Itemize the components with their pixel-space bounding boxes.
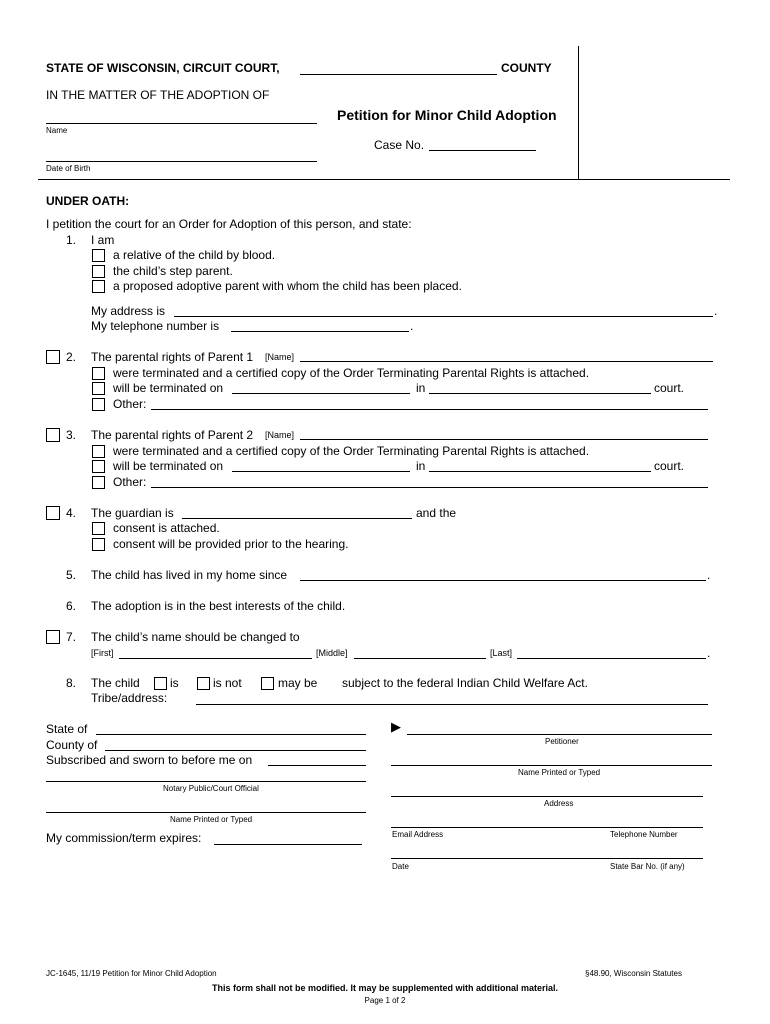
- item3-lead: The parental rights of Parent 2: [91, 428, 254, 442]
- item2-checkbox[interactable]: [46, 350, 60, 364]
- item2-lead: The parental rights of Parent 1: [91, 350, 254, 364]
- petitioner-name-line[interactable]: [391, 765, 712, 766]
- item3-checkbox[interactable]: [46, 428, 60, 442]
- county-name-field[interactable]: [300, 74, 497, 75]
- item2-other-field[interactable]: [151, 409, 708, 410]
- last-name-tag: [Last]: [490, 648, 513, 658]
- item3-will-checkbox[interactable]: [92, 460, 105, 473]
- item2-date-field[interactable]: [232, 393, 410, 394]
- address-field[interactable]: [174, 316, 713, 317]
- county-of-label: County of: [46, 738, 98, 752]
- item1-relative-checkbox[interactable]: [92, 249, 105, 262]
- header-bottom-rule: [38, 179, 730, 180]
- address-label: My address is: [91, 304, 166, 318]
- item3-other-field[interactable]: [151, 487, 708, 488]
- item7-period: .: [707, 646, 711, 660]
- form-title: Petition for Minor Child Adoption: [337, 107, 557, 123]
- phone-period: .: [410, 319, 414, 333]
- notary-signature-line[interactable]: [46, 781, 366, 782]
- commission-label: My commission/term expires:: [46, 831, 202, 845]
- parent1-name-field[interactable]: [300, 361, 713, 362]
- item8-number: 8.: [66, 676, 77, 690]
- petitioner-caption: Petitioner: [545, 737, 579, 746]
- item3-court-field[interactable]: [429, 471, 651, 472]
- petitioner-email-phone-line[interactable]: [391, 827, 703, 828]
- form-id: JC-1645, 11/19 Petition for Minor Child Adoption: [46, 969, 217, 978]
- case-no-label: Case No.: [374, 138, 425, 152]
- tribe-field[interactable]: [196, 704, 708, 705]
- item5-text: The child has lived in my home since: [91, 568, 288, 582]
- county-label: COUNTY: [501, 61, 552, 75]
- item2-court-field[interactable]: [429, 393, 651, 394]
- item7-number: 7.: [66, 630, 77, 644]
- modification-notice: This form shall not be modified. It may be supplemented with additional material.: [211, 983, 559, 993]
- commission-field[interactable]: [214, 844, 362, 845]
- state-of-label: State of: [46, 722, 88, 736]
- item2-other-checkbox[interactable]: [92, 398, 105, 411]
- item3-will-label: will be terminated on: [113, 459, 224, 473]
- item4-provided-label: consent will be provided prior to the hearing.: [113, 537, 349, 551]
- header-divider: [578, 46, 579, 180]
- notary-state-field[interactable]: [96, 734, 366, 735]
- sworn-date-field[interactable]: [268, 765, 366, 766]
- item3-other-checkbox[interactable]: [92, 476, 105, 489]
- intro-text: I petition the court for an Order for Adoption of this person, and state:: [46, 217, 412, 231]
- petitioner-signature-line[interactable]: [407, 734, 712, 735]
- item1-adoptive-checkbox[interactable]: [92, 280, 105, 293]
- name-caption: Name: [46, 126, 68, 135]
- item1-lead: I am: [91, 233, 115, 247]
- notary-name-line[interactable]: [46, 812, 366, 813]
- dob-field[interactable]: [46, 161, 317, 162]
- item5-number: 5.: [66, 568, 77, 582]
- item4-lead: The guardian is: [91, 506, 174, 520]
- under-oath-heading: UNDER OATH:: [46, 194, 130, 208]
- petitioner-address-caption: Address: [544, 799, 574, 808]
- item8-may-be-label: may be: [278, 676, 318, 690]
- item4-checkbox[interactable]: [46, 506, 60, 520]
- item1-relative-label: a relative of the child by blood.: [113, 248, 276, 262]
- petitioner-address-line[interactable]: [391, 796, 703, 797]
- item1-number: 1.: [66, 233, 77, 247]
- item8-is-checkbox[interactable]: [154, 677, 167, 690]
- middle-name-field[interactable]: [354, 658, 486, 659]
- email-caption: Email Address: [392, 830, 444, 839]
- item1-adoptive-label: a proposed adoptive parent with whom the child has been placed.: [113, 279, 462, 293]
- notary-official-caption: Notary Public/Court Official: [163, 784, 259, 793]
- item7-checkbox[interactable]: [46, 630, 60, 644]
- phone-label: My telephone number is: [91, 319, 220, 333]
- item4-attached-checkbox[interactable]: [92, 522, 105, 535]
- notary-name-caption: Name Printed or Typed: [170, 815, 253, 824]
- item6-text: The adoption is in the best interests of the child.: [91, 599, 346, 613]
- item2-will-label: will be terminated on: [113, 381, 224, 395]
- item2-court-label: court.: [654, 381, 685, 395]
- item4-and-the: and the: [416, 506, 457, 520]
- bar-number-caption: State Bar No. (if any): [610, 862, 685, 871]
- notary-county-field[interactable]: [105, 750, 366, 751]
- date-caption: Date: [392, 862, 409, 871]
- item3-terminated-checkbox[interactable]: [92, 445, 105, 458]
- item2-in-label: in: [416, 381, 426, 395]
- item5-period: .: [707, 568, 711, 582]
- lived-since-field[interactable]: [300, 580, 706, 581]
- item3-date-field[interactable]: [232, 471, 410, 472]
- petitioner-date-bar-line[interactable]: [391, 858, 703, 859]
- matter-label: IN THE MATTER OF THE ADOPTION OF: [46, 88, 270, 102]
- item3-court-label: court.: [654, 459, 685, 473]
- court-label: STATE OF WISCONSIN, CIRCUIT COURT,: [46, 61, 280, 75]
- phone-caption: Telephone Number: [610, 830, 678, 839]
- address-period: .: [714, 304, 718, 318]
- guardian-field[interactable]: [182, 518, 412, 519]
- dob-caption: Date of Birth: [46, 164, 91, 173]
- item2-will-checkbox[interactable]: [92, 382, 105, 395]
- item3-terminated-label: were terminated and a certified copy of the Order Terminating Parental Rights is attached.: [113, 444, 590, 458]
- phone-field[interactable]: [231, 331, 409, 332]
- sworn-label: Subscribed and sworn to before me on: [46, 753, 253, 767]
- item8-is-not-checkbox[interactable]: [197, 677, 210, 690]
- middle-name-tag: [Middle]: [316, 648, 348, 658]
- case-no-field[interactable]: [429, 150, 536, 151]
- item2-terminated-label: were terminated and a certified copy of the Order Terminating Parental Rights is attached.: [113, 366, 590, 380]
- last-name-field[interactable]: [517, 658, 706, 659]
- item2-number: 2.: [66, 350, 77, 364]
- petitioner-name-caption: Name Printed or Typed: [518, 768, 601, 777]
- page-number: Page 1 of 2: [364, 996, 406, 1005]
- item2-name-tag: [Name]: [265, 352, 295, 362]
- item3-in-label: in: [416, 459, 426, 473]
- signature-arrow-icon: ▶: [391, 719, 401, 734]
- tribe-label: Tribe/address:: [91, 691, 168, 705]
- item3-name-tag: [Name]: [265, 430, 295, 440]
- item6-number: 6.: [66, 599, 77, 613]
- item7-text: The child’s name should be changed to: [91, 630, 300, 644]
- item1-stepparent-checkbox[interactable]: [92, 265, 105, 278]
- first-name-tag: [First]: [91, 648, 114, 658]
- item2-other-label: Other:: [113, 397, 147, 411]
- item4-attached-label: consent is attached.: [113, 521, 220, 535]
- item3-other-label: Other:: [113, 475, 147, 489]
- first-name-field[interactable]: [119, 658, 312, 659]
- statute: §48.90, Wisconsin Statutes: [585, 969, 682, 978]
- item8-tail: subject to the federal Indian Child Welfare Act.: [342, 676, 588, 690]
- parent2-name-field[interactable]: [300, 439, 708, 440]
- item8-is-label: is: [170, 676, 179, 690]
- item4-provided-checkbox[interactable]: [92, 538, 105, 551]
- item1-stepparent-label: the child’s step parent.: [113, 264, 233, 278]
- item3-number: 3.: [66, 428, 77, 442]
- child-name-field[interactable]: [46, 123, 317, 124]
- item4-number: 4.: [66, 506, 77, 520]
- item2-terminated-checkbox[interactable]: [92, 367, 105, 380]
- item8-is-not-label: is not: [213, 676, 242, 690]
- item8-lead: The child: [91, 676, 140, 690]
- item8-may-be-checkbox[interactable]: [261, 677, 274, 690]
